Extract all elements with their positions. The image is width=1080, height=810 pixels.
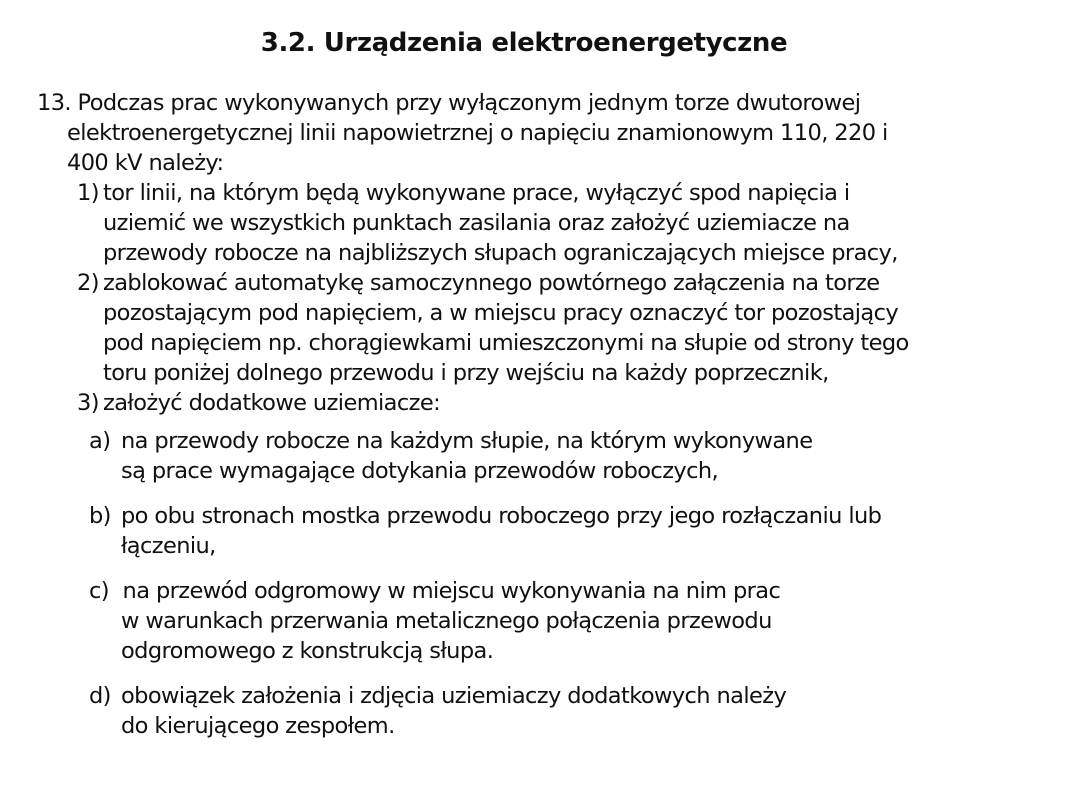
sub-b-line-1: po obu stronach mostka przewodu roboczego przy jego rozłączaniu lub [121, 503, 882, 529]
item-13-line-1: 13. Podczas prac wykonywanych przy wyłączonym jednym torze dwutorowej [37, 90, 861, 116]
point-1-line-3: przewody robocze na najbliższych słupach ograniczających miejsce pracy, [103, 240, 898, 266]
sub-d-letter: d) [89, 683, 111, 709]
sub-c-line-3: odgromowego z konstrukcją słupa. [121, 638, 494, 664]
point-2-line-2: pozostającym pod napięciem, a w miejscu pracy oznaczyć tor pozostający [103, 300, 899, 326]
point-2-line-4: toru poniżej dolnego przewodu i przy wejściu na każdy poprzecznik, [103, 360, 829, 386]
sub-a-letter: a) [89, 428, 111, 454]
point-3-number: 3) [77, 390, 99, 416]
sub-a-line-1: na przewody robocze na każdym słupie, na którym wykonywane [121, 428, 813, 454]
item-13-line-3: 400 kV należy: [67, 150, 224, 176]
sub-a-line-2: są prace wymagające dotykania przewodów roboczych, [121, 458, 719, 484]
point-2-number: 2) [77, 270, 99, 296]
sub-c-line-1: na przewód odgromowy w miejscu wykonywania na nim prac [116, 578, 781, 604]
sub-d-line-2: do kierującego zespołem. [121, 713, 395, 739]
item-13-line-2: elektroenergetycznej linii napowietrznej o napięciu znamionowym 110, 220 i [67, 120, 888, 146]
point-3-line-1: założyć dodatkowe uziemiacze: [103, 390, 441, 416]
point-1-line-1: tor linii, na którym będą wykonywane prace, wyłączyć spod napięcia i [103, 180, 850, 206]
point-2-line-1: zablokować automatykę samoczynnego powtórnego załączenia na torze [103, 270, 880, 296]
point-1-number: 1) [77, 180, 99, 206]
page-title: 3.2. Urządzenia elektroenergetyczne [260, 28, 788, 58]
point-2-line-3: pod napięciem np. chorągiewkami umieszczonymi na słupie od strony tego [103, 330, 909, 356]
sub-d-line-1: obowiązek założenia i zdjęcia uziemiaczy dodatkowych należy [121, 683, 787, 709]
sub-b-letter: b) [89, 503, 111, 529]
point-1-line-2: uziemić we wszystkich punktach zasilania oraz założyć uziemiacze na [103, 210, 850, 236]
sub-c-line-2: w warunkach przerwania metalicznego połączenia przewodu [121, 608, 772, 634]
sub-c-letter: c) [89, 578, 109, 604]
sub-b-line-2: łączeniu, [121, 533, 216, 559]
